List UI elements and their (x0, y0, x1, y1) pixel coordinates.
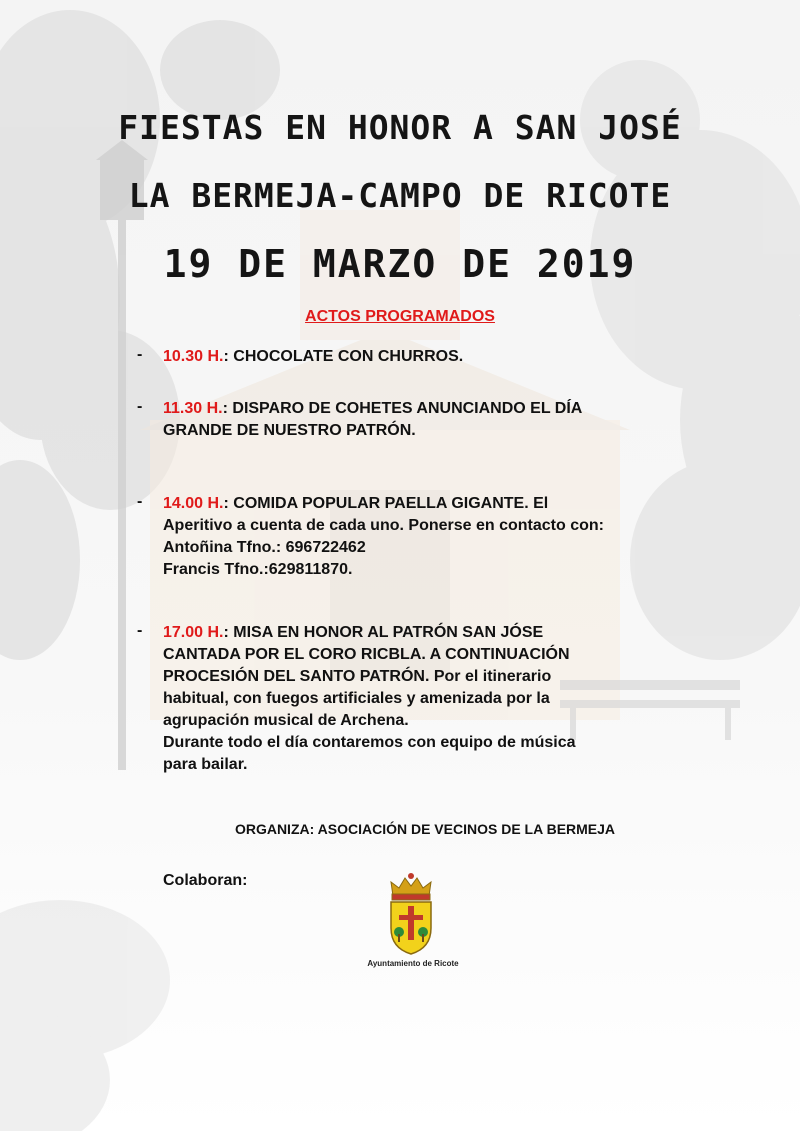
event-bullet: - (137, 346, 143, 363)
event-time: 10.30 H. (163, 348, 224, 365)
section-heading: ACTOS PROGRAMADOS (305, 308, 495, 325)
organizer-line: ORGANIZA: ASOCIACIÓN DE VECINOS DE LA BERMEJA (234, 821, 616, 837)
event-bullet: - (137, 622, 143, 639)
event-line: Durante todo el día contaremos con equipo de música (163, 734, 576, 751)
event-text (163, 346, 743, 368)
event-line: : CHOCOLATE CON CHURROS. (223, 348, 464, 365)
event-line: PROCESIÓN DEL SANTO PATRÓN. Por el itinerario (163, 668, 552, 685)
event-line: : MISA EN HONOR AL PATRÓN SAN JÓSE (223, 624, 544, 641)
event-text (163, 398, 743, 442)
event-line: : COMIDA POPULAR PAELLA GIGANTE. El (223, 495, 549, 512)
event-line: habitual, con fuegos artificiales y amenizada por la (163, 690, 550, 707)
event-line: CANTADA POR EL CORO RICBLA. A CONTINUACIÓN (163, 646, 570, 663)
event-line: agrupación musical de Archena. (163, 712, 409, 729)
collaborators-label: Colaboran: (163, 872, 248, 889)
event-text (163, 493, 743, 581)
event-line: : DISPARO DE COHETES ANUNCIANDO EL DÍA (222, 400, 583, 417)
event-time: 11.30 H. (163, 400, 223, 417)
title-line-2: LA BERMEJA-CAMPO DE RICOTE (128, 176, 672, 215)
event-line: para bailar. (163, 756, 248, 773)
event-line: Antoñina Tfno.: 696722462 (163, 539, 366, 556)
logo-caption: Ayuntamiento de Ricote (367, 959, 459, 968)
event-text (163, 622, 743, 776)
event-bullet: - (137, 398, 143, 415)
event-time: 17.00 H. (163, 624, 224, 641)
event-time: 14.00 H. (163, 495, 224, 512)
title-date: 19 DE MARZO DE 2019 (163, 242, 637, 286)
coat-of-arms-icon (381, 870, 441, 956)
event-line: Aperitivo a cuenta de cada uno. Ponerse en contacto con: (163, 517, 604, 534)
event-bullet: - (137, 493, 143, 510)
event-line: GRANDE DE NUESTRO PATRÓN. (163, 422, 416, 439)
event-line: Francis Tfno.:629811870. (163, 561, 353, 578)
title-line-1: FIESTAS EN HONOR A SAN JOSÉ (118, 108, 682, 147)
